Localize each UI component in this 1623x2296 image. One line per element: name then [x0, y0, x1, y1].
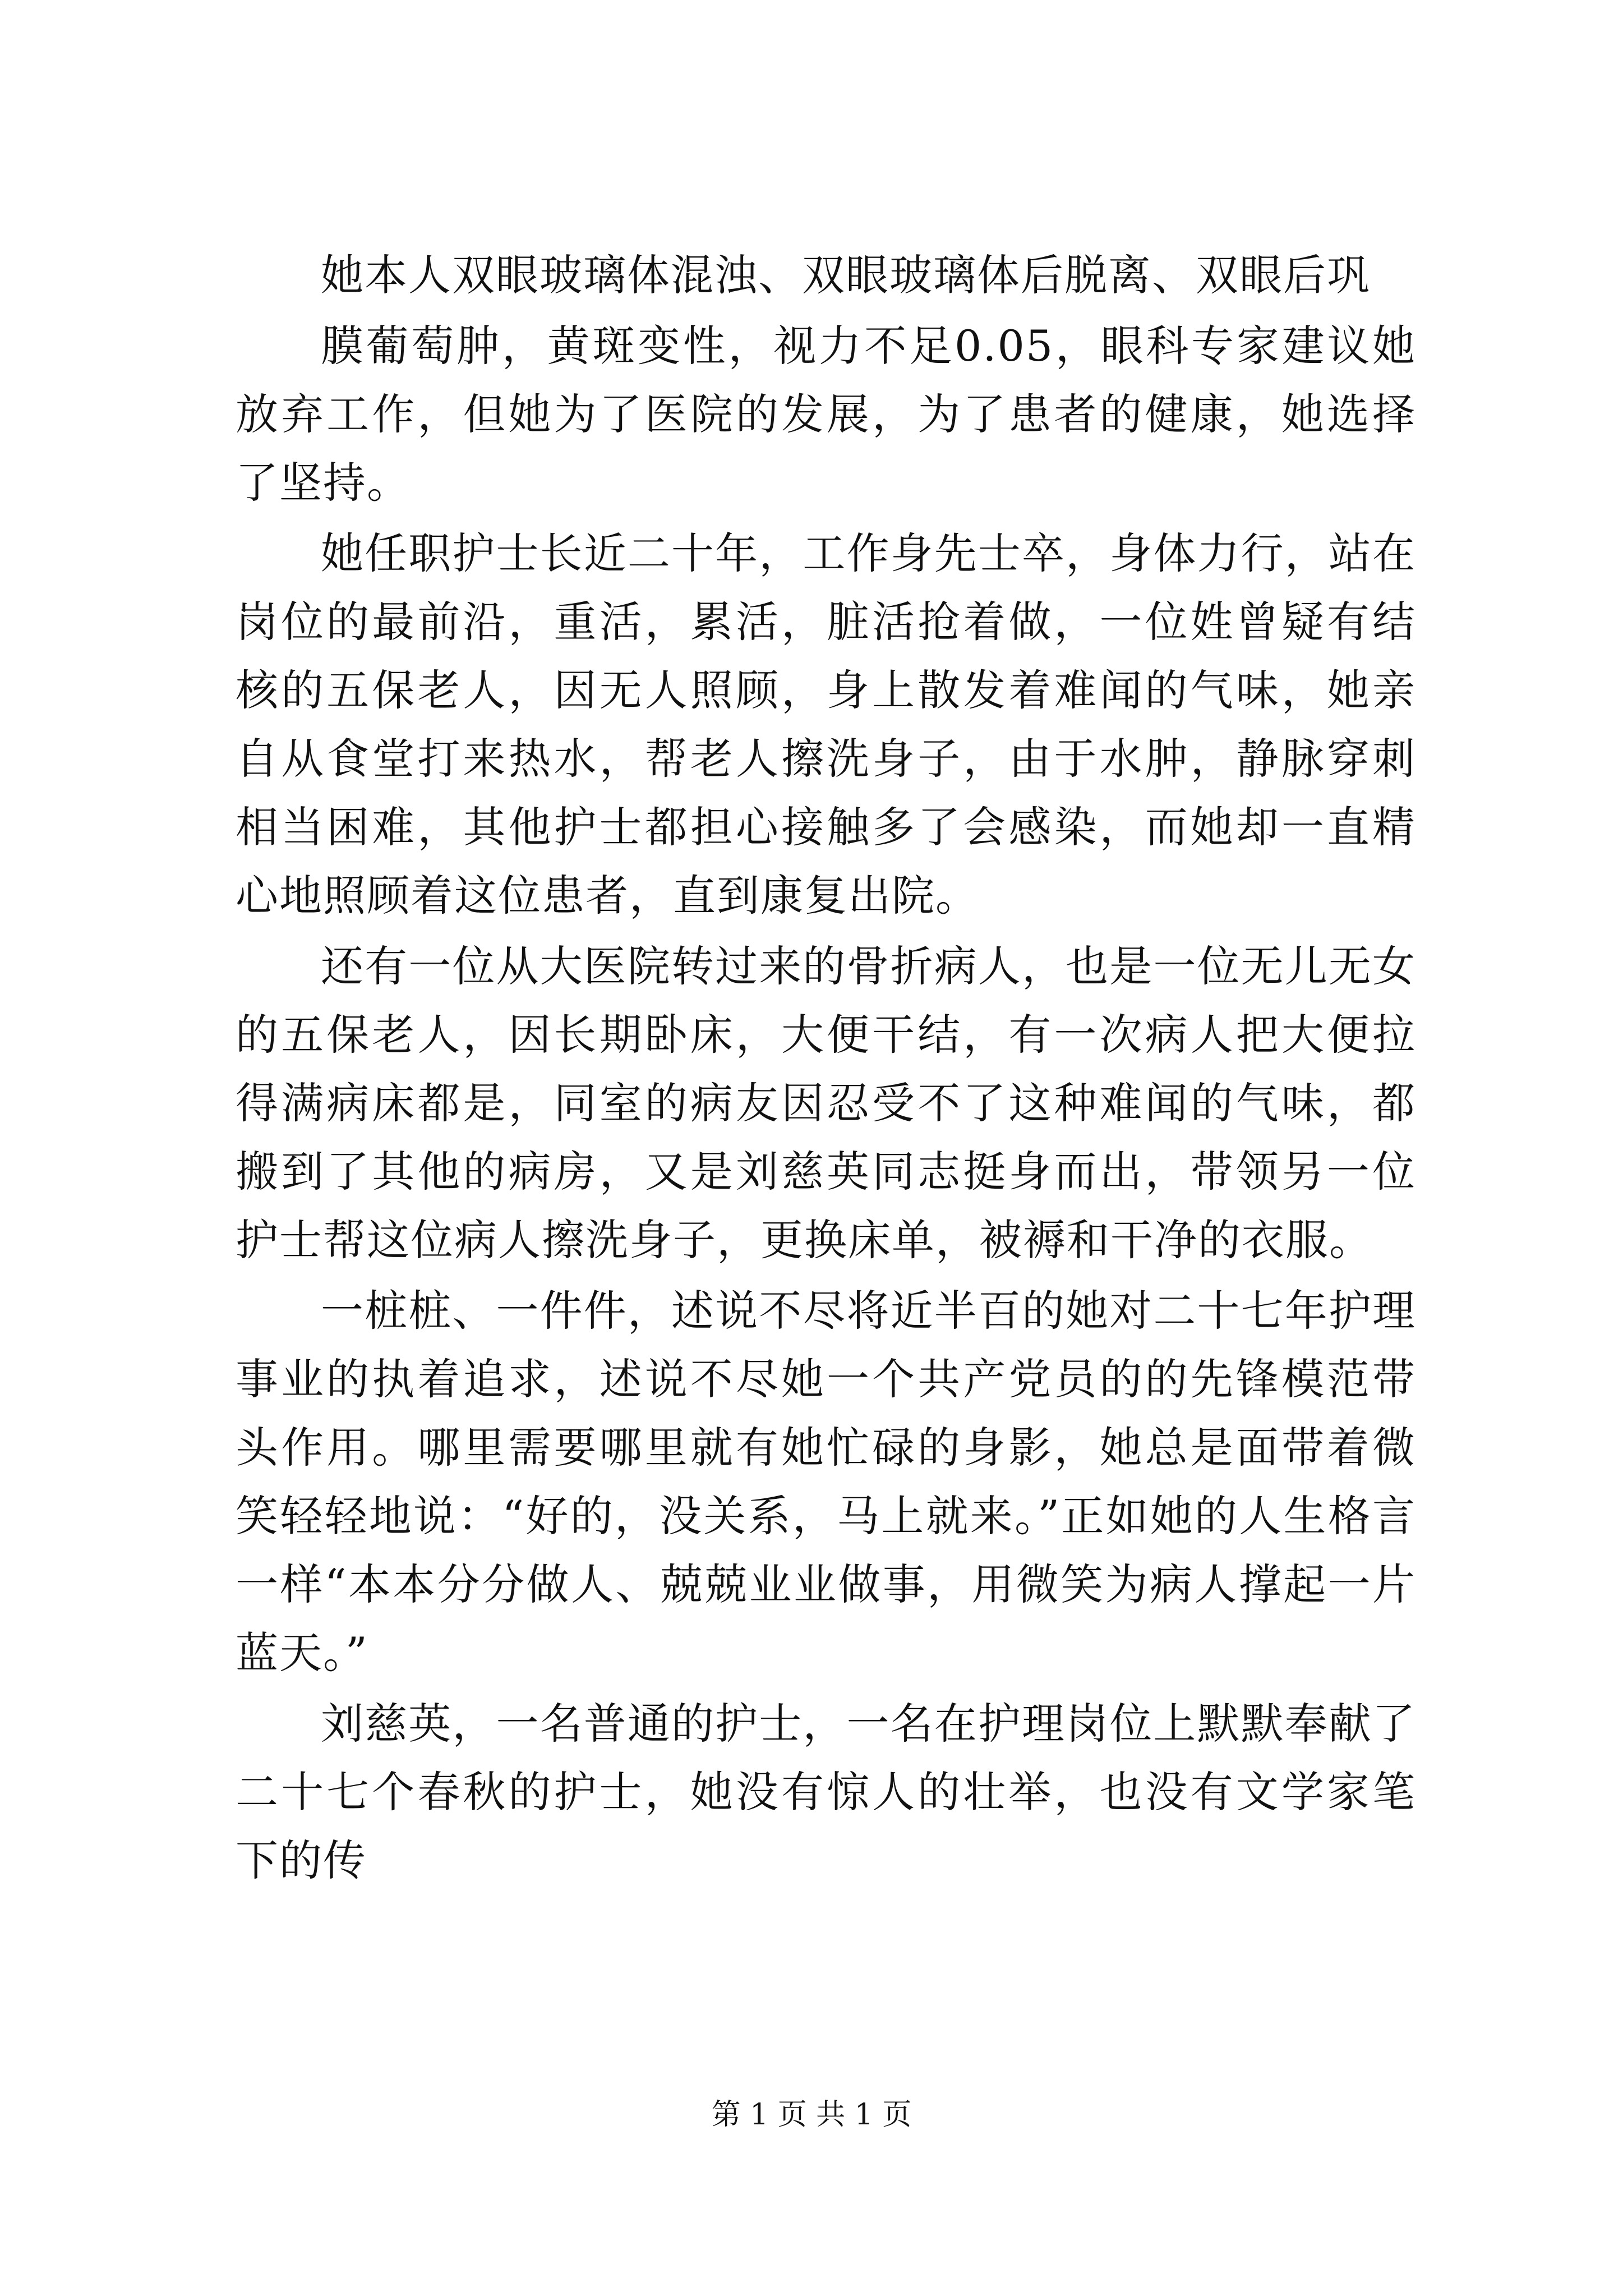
paragraph-1: 她本人双眼玻璃体混浊、双眼玻璃体后脱离、双眼后巩	[321, 250, 1371, 300]
paragraph-4: 还有一位从大医院转过来的骨折病人，也是一位无儿无女的五保老人，因长期卧床，大便干结，有一次病人把大便拉得满病床都是，同室的病友因忍受不了这种难闻的气味，都搬到了其他的病房，又是刘慈英同志挺身而出，带领另一位护士帮这位病人擦洗身子，更换床单，被褥和干净的衣服。	[236, 941, 1416, 1265]
page-number-footer: 第 1 页 共 1 页	[711, 2098, 912, 2132]
paragraph-5: 一桩桩、一件件，述说不尽将近半百的她对二十七年护理事业的执着追求，述说不尽她一个共产党员的的先锋模范带头作用。哪里需要哪里就有她忙碌的身影，她总是面带着微笑轻轻地说：“好的，没关系，马上就来。”正如她的人生格言一样“本本分分做人、兢兢业业做事，用微笑为病人撑起一片蓝天。”	[236, 1286, 1416, 1678]
document-body	[236, 241, 1416, 1895]
paragraph-2: 膜葡萄肿，黄斑变性，视力不足0.05，眼科专家建议她放弃工作，但她为了医院的发展，为了患者的健康，她选择了坚持。	[236, 321, 1416, 508]
paragraph-3: 她任职护士长近二十年，工作身先士卒，身体力行，站在岗位的最前沿，重活，累活，脏活抢着做，一位姓曾疑有结核的五保老人，因无人照顾，身上散发着难闻的气味，她亲自从食堂打来热水，帮老人擦洗身子，由于水肿，静脉穿刺相当困难，其他护士都担心接触多了会感染，而她却一直精心地照顾着这位患者，直到康复出院。	[236, 528, 1416, 921]
paragraph-6: 刘慈英，一名普通的护士，一名在护理岗位上默默奉献了二十七个春秋的护士，她没有惊人的壮举，也没有文学家笔下的传	[236, 1699, 1416, 1885]
